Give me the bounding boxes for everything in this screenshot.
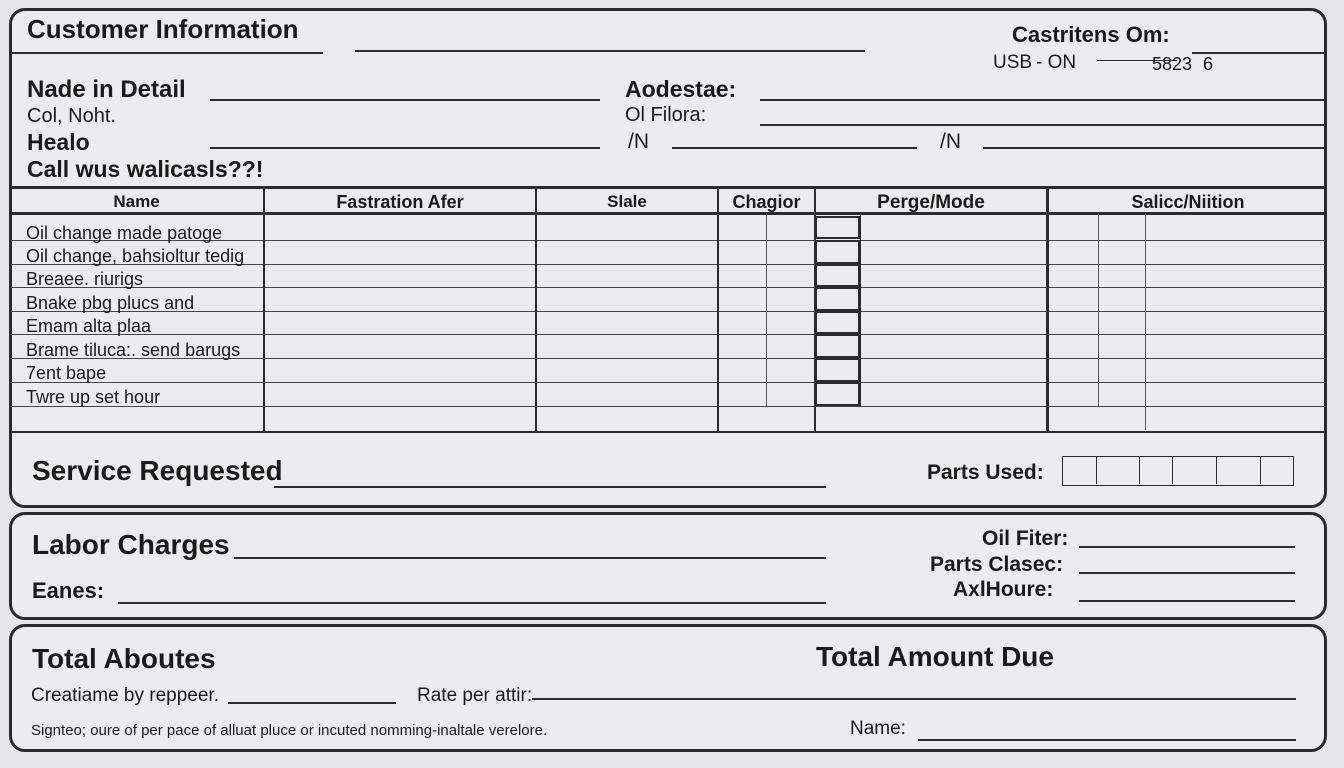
eanes-label: Eanes:: [32, 578, 105, 603]
table-top-border: [10, 186, 1326, 189]
table-row-label: 7ent bape: [26, 363, 107, 383]
table-row-label: Twre up set hour: [26, 387, 161, 407]
row-line: [10, 406, 1326, 407]
col-noht-label: Col, Noht.: [27, 105, 116, 127]
right-sub-b: - ON: [1036, 52, 1077, 73]
col-sep-inner: [1145, 214, 1146, 430]
col-header-salicc-niition: Salicc/Niition: [1131, 192, 1245, 212]
row-checkbox[interactable]: [815, 264, 860, 287]
n-field-1[interactable]: [672, 147, 917, 149]
parts-box-sep: [1139, 457, 1140, 484]
col-sep: [717, 186, 719, 432]
row-checkbox[interactable]: [815, 382, 860, 406]
table-row-label: Oil change, bahsioltur tedig: [26, 246, 245, 266]
col-sep-inner: [1098, 214, 1099, 406]
row-checkbox[interactable]: [815, 287, 860, 311]
col-header-name: Name: [113, 192, 160, 211]
row-checkbox[interactable]: [815, 240, 860, 264]
service-requested-label: Service Requested: [32, 455, 283, 486]
eanes-field[interactable]: [118, 602, 826, 604]
table-row-label: Bnake pbg plucs and: [26, 293, 195, 313]
parts-box-sep: [1096, 457, 1097, 484]
name-detail-field[interactable]: [210, 99, 600, 101]
aodestae-label: Aodestae:: [625, 76, 737, 102]
header-blank-line[interactable]: [355, 50, 865, 52]
n-label-2: /N: [940, 130, 961, 153]
title-underline: [10, 52, 323, 54]
right-sub-c: 5823: [1152, 54, 1193, 74]
col-sep: [263, 186, 265, 432]
right-sub-a: USB: [993, 52, 1033, 73]
table-row-label: Breaee. riurigs: [26, 269, 144, 289]
name-detail-label: Nade in Detail: [27, 76, 186, 103]
n-label-1: /N: [628, 130, 649, 153]
aodestae-field[interactable]: [760, 99, 1325, 101]
row-line: [10, 287, 1326, 288]
table-row-label: Emam alta plaa: [26, 316, 152, 336]
parts-box-sep: [1172, 457, 1173, 484]
row-checkbox[interactable]: [815, 358, 860, 382]
oi-filora-label: Ol Filora:: [625, 104, 707, 126]
row-checkbox[interactable]: [815, 334, 860, 358]
oil-filter-label: Oil Fiter:: [982, 527, 1069, 550]
name-field[interactable]: [918, 739, 1296, 741]
name-label: Name:: [850, 718, 906, 739]
col-header-fastration: Fastration Afer: [336, 192, 464, 212]
right-title: Castritens Om:: [1012, 22, 1170, 47]
total-amount-due-label: Total Amount Due: [816, 641, 1054, 672]
col-sep: [535, 186, 537, 432]
service-table: [10, 186, 1326, 432]
row-line: [10, 334, 1326, 335]
section-title: Customer Information: [27, 14, 299, 44]
col-header-slale: Slale: [607, 192, 647, 211]
healo-field[interactable]: [210, 147, 600, 149]
parts-class-label: Parts Clasec:: [930, 553, 1064, 576]
parts-box-sep: [1216, 457, 1217, 484]
total-aboutes-label: Total Aboutes: [32, 643, 216, 674]
col-sep-inner: [766, 214, 767, 406]
labor-charges-field[interactable]: [234, 557, 826, 559]
healo-label: Healo: [27, 129, 90, 155]
parts-class-field[interactable]: [1079, 572, 1295, 574]
call-label: Call wus walicasls??!: [27, 156, 264, 182]
axl-houre-field[interactable]: [1079, 600, 1295, 602]
service-requested-field[interactable]: [274, 486, 826, 488]
row-line: [10, 311, 1326, 312]
rate-per-label: Rate per attir:: [417, 685, 533, 706]
createame-field[interactable]: [228, 702, 396, 704]
parts-used-boxes[interactable]: [1062, 456, 1294, 486]
labor-charges-label: Labor Charges: [32, 529, 230, 560]
n-field-2[interactable]: [983, 147, 1325, 149]
col-sep: [1046, 186, 1049, 432]
parts-box-sep: [1260, 457, 1261, 484]
parts-used-label: Parts Used:: [927, 461, 1044, 484]
createame-label: Creatiame by reppeer.: [31, 685, 219, 706]
row-line: [10, 382, 1326, 383]
table-bottom-border: [10, 431, 1326, 433]
axl-houre-label: AxlHoure:: [953, 578, 1054, 601]
right-sub-d: 6: [1203, 54, 1214, 74]
signature-note: Signteo; oure of per pace of alluat pluce or incuted nomming-inaltale verelore.: [31, 722, 548, 739]
col-header-chagior: Chagior: [732, 192, 801, 212]
table-row-label: Brame tiluca:. send barugs: [26, 340, 241, 360]
col-sep: [860, 214, 861, 406]
oi-filora-field[interactable]: [760, 124, 1325, 126]
row-checkbox[interactable]: [815, 311, 860, 334]
oil-filter-field[interactable]: [1079, 546, 1295, 548]
table-row-label: Oil change made patoge: [26, 223, 223, 243]
col-header-perge-mode: Perge/Mode: [877, 192, 985, 213]
rate-per-field[interactable]: [532, 698, 1296, 700]
row-checkbox[interactable]: [815, 216, 860, 239]
